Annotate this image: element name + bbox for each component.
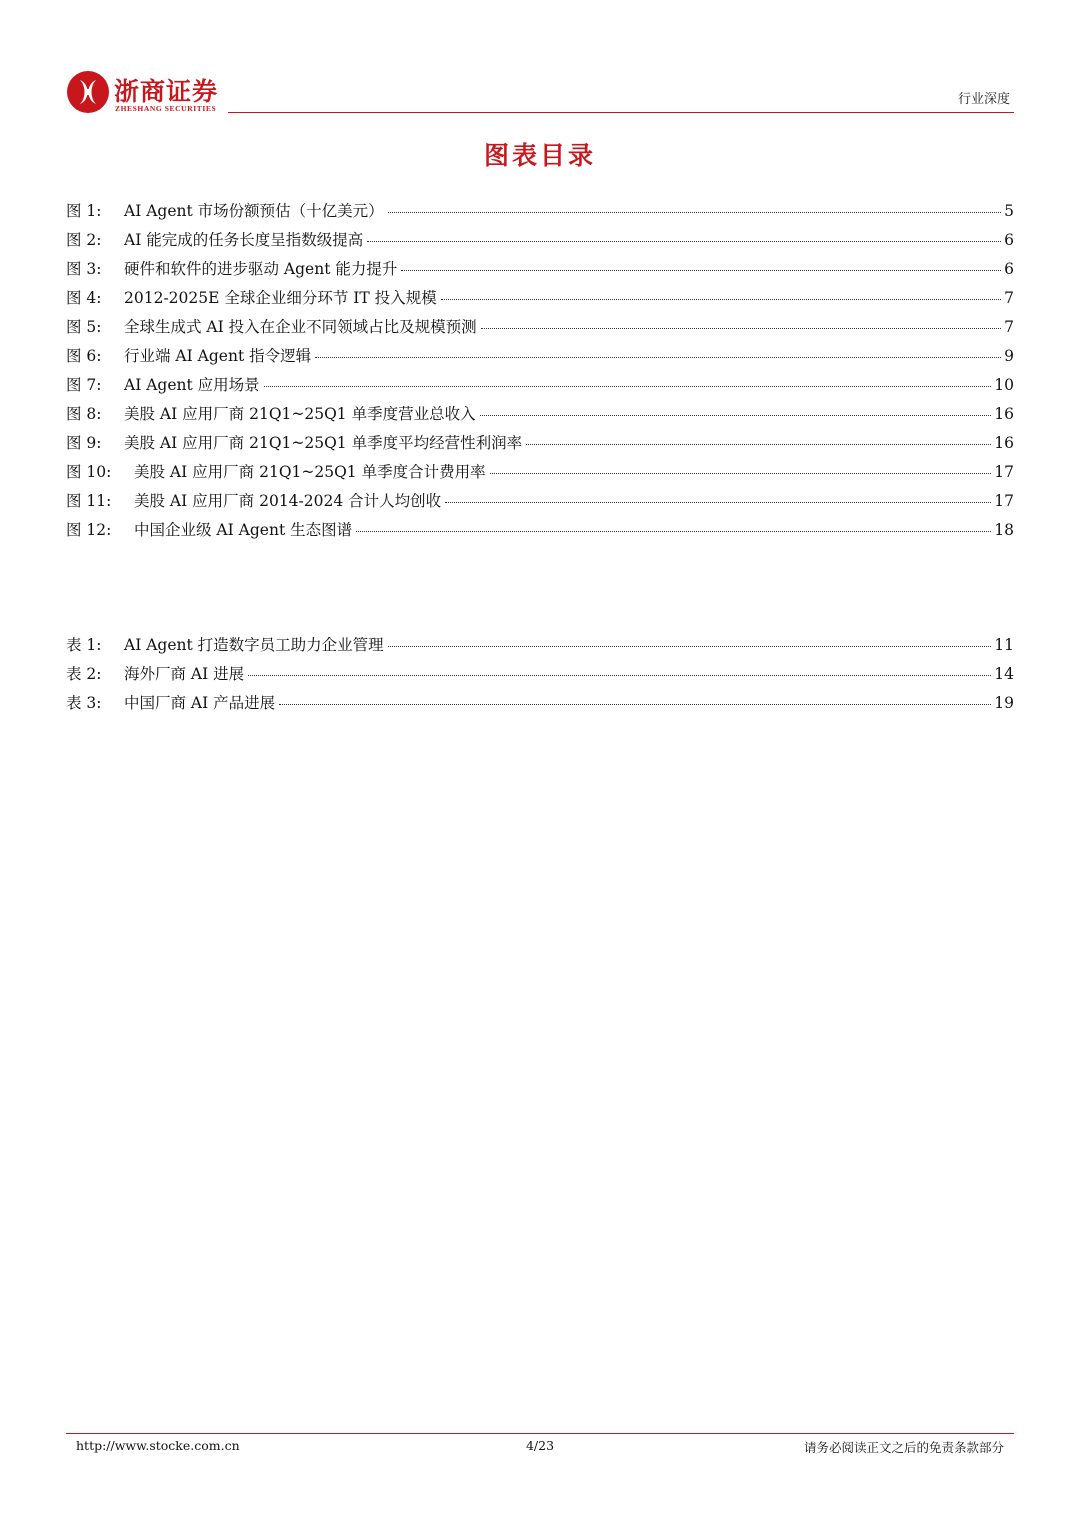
toc-entry-figure-12[interactable] <box>66 518 1014 547</box>
page-title: 图表目录 <box>483 141 596 170</box>
toc-title: AI 能完成的任务长度呈指数级提高 <box>124 231 364 249</box>
toc-title: 硬件和软件的进步驱动 Agent 能力提升 <box>124 260 398 278</box>
toc-title: 美股 AI 应用厂商 21Q1~25Q1 单季度平均经营性利润率 <box>124 434 523 452</box>
toc-label: 图 8: <box>66 405 102 423</box>
toc-label: 图 2: <box>66 231 102 249</box>
toc-title: AI Agent 打造数字员工助力企业管理 <box>124 636 384 654</box>
logo-chinese-name: 浙商证券 <box>114 77 219 106</box>
toc-leader-dots <box>356 531 991 532</box>
toc-label: 图 5: <box>66 318 102 336</box>
toc-entry-figure-4[interactable] <box>66 286 1014 315</box>
toc-leader-dots <box>490 473 992 474</box>
toc-leader-dots <box>526 444 991 445</box>
toc-entry-table-3[interactable] <box>66 691 1014 720</box>
toc-entry-figure-8[interactable] <box>66 402 1014 431</box>
toc-label: 图 1: <box>66 202 102 220</box>
toc-leader-dots <box>401 270 1001 271</box>
toc-title: 全球生成式 AI 投入在企业不同领域占比及规模预测 <box>124 318 477 336</box>
toc-leader-dots <box>441 299 1001 300</box>
toc-label: 图 4: <box>66 289 102 307</box>
toc-leader-dots <box>315 357 1001 358</box>
toc-page-number: 7 <box>1004 318 1014 336</box>
toc-page-number: 18 <box>994 521 1014 539</box>
toc-label: 表 3: <box>66 694 102 712</box>
toc-label: 图 12: <box>66 521 112 539</box>
toc-entry-figure-9[interactable] <box>66 431 1014 460</box>
toc-leader-dots <box>481 328 1001 329</box>
footer-website-link[interactable]: http://www.stocke.com.cn <box>76 1438 240 1453</box>
toc-title: 美股 AI 应用厂商 21Q1~25Q1 单季度合计费用率 <box>134 463 486 481</box>
report-type-tag: 行业深度 <box>957 92 1010 107</box>
toc-page-number: 7 <box>1004 289 1014 307</box>
toc-page-number: 14 <box>994 665 1014 683</box>
toc-leader-dots <box>367 241 1001 242</box>
toc-leader-dots <box>248 675 991 676</box>
toc-leader-dots <box>388 212 1001 213</box>
toc-title: 中国企业级 AI Agent 生态图谱 <box>134 521 353 539</box>
toc-leader-dots <box>279 704 991 705</box>
footer-disclaimer: 请务必阅读正文之后的免责条款部分 <box>803 1440 1004 1455</box>
toc-label: 图 9: <box>66 434 102 452</box>
toc-entry-table-1[interactable] <box>66 633 1014 662</box>
toc-label: 图 3: <box>66 260 102 278</box>
toc-page-number: 17 <box>994 463 1014 481</box>
toc-title: 美股 AI 应用厂商 2014-2024 合计人均创收 <box>134 492 442 510</box>
toc-title: AI Agent 市场份额预估（十亿美元） <box>124 202 384 220</box>
toc-title: AI Agent 应用场景 <box>124 376 260 394</box>
logo-mark-icon <box>66 70 110 114</box>
toc-label: 表 2: <box>66 665 102 683</box>
footer-divider <box>66 1433 1014 1434</box>
toc-entry-figure-1[interactable] <box>66 199 1014 228</box>
toc-page-number: 6 <box>1004 231 1014 249</box>
toc-label: 图 6: <box>66 347 102 365</box>
toc-page-number: 6 <box>1004 260 1014 278</box>
toc-leader-dots <box>264 386 992 387</box>
toc-entry-figure-5[interactable] <box>66 315 1014 344</box>
toc-entry-figure-2[interactable] <box>66 228 1014 257</box>
toc-entry-table-2[interactable] <box>66 662 1014 691</box>
toc-page-number: 5 <box>1004 202 1014 220</box>
toc-entry-figure-10[interactable] <box>66 460 1014 489</box>
footer-page-number: 4/23 <box>525 1438 555 1453</box>
logo-english-name: ZHESHANG SECURITIES <box>115 104 217 113</box>
toc-title: 行业端 AI Agent 指令逻辑 <box>124 347 312 365</box>
toc-entry-figure-6[interactable] <box>66 344 1014 373</box>
company-logo <box>66 70 236 116</box>
toc-label: 图 7: <box>66 376 102 394</box>
toc-label: 图 10: <box>66 463 112 481</box>
toc-page-number: 16 <box>994 405 1014 423</box>
toc-label: 表 1: <box>66 636 102 654</box>
toc-page-number: 19 <box>994 694 1014 712</box>
toc-title: 美股 AI 应用厂商 21Q1~25Q1 单季度营业总收入 <box>124 405 476 423</box>
toc-entry-figure-11[interactable] <box>66 489 1014 518</box>
toc-leader-dots <box>445 502 991 503</box>
figure-list <box>66 199 1014 547</box>
toc-title: 中国厂商 AI 产品进展 <box>124 694 276 712</box>
toc-leader-dots <box>480 415 992 416</box>
toc-leader-dots <box>388 646 992 647</box>
toc-page-number: 9 <box>1004 347 1014 365</box>
table-list <box>66 633 1014 720</box>
toc-title: 海外厂商 AI 进展 <box>124 665 245 683</box>
toc-page-number: 16 <box>994 434 1014 452</box>
toc-title: 2012-2025E 全球企业细分环节 IT 投入规模 <box>124 289 437 307</box>
header-divider <box>228 112 1014 113</box>
toc-page-number: 17 <box>994 492 1014 510</box>
toc-page-number: 11 <box>994 636 1014 654</box>
toc-page-number: 10 <box>994 376 1014 394</box>
toc-entry-figure-3[interactable] <box>66 257 1014 286</box>
toc-entry-figure-7[interactable] <box>66 373 1014 402</box>
toc-label: 图 11: <box>66 492 112 510</box>
